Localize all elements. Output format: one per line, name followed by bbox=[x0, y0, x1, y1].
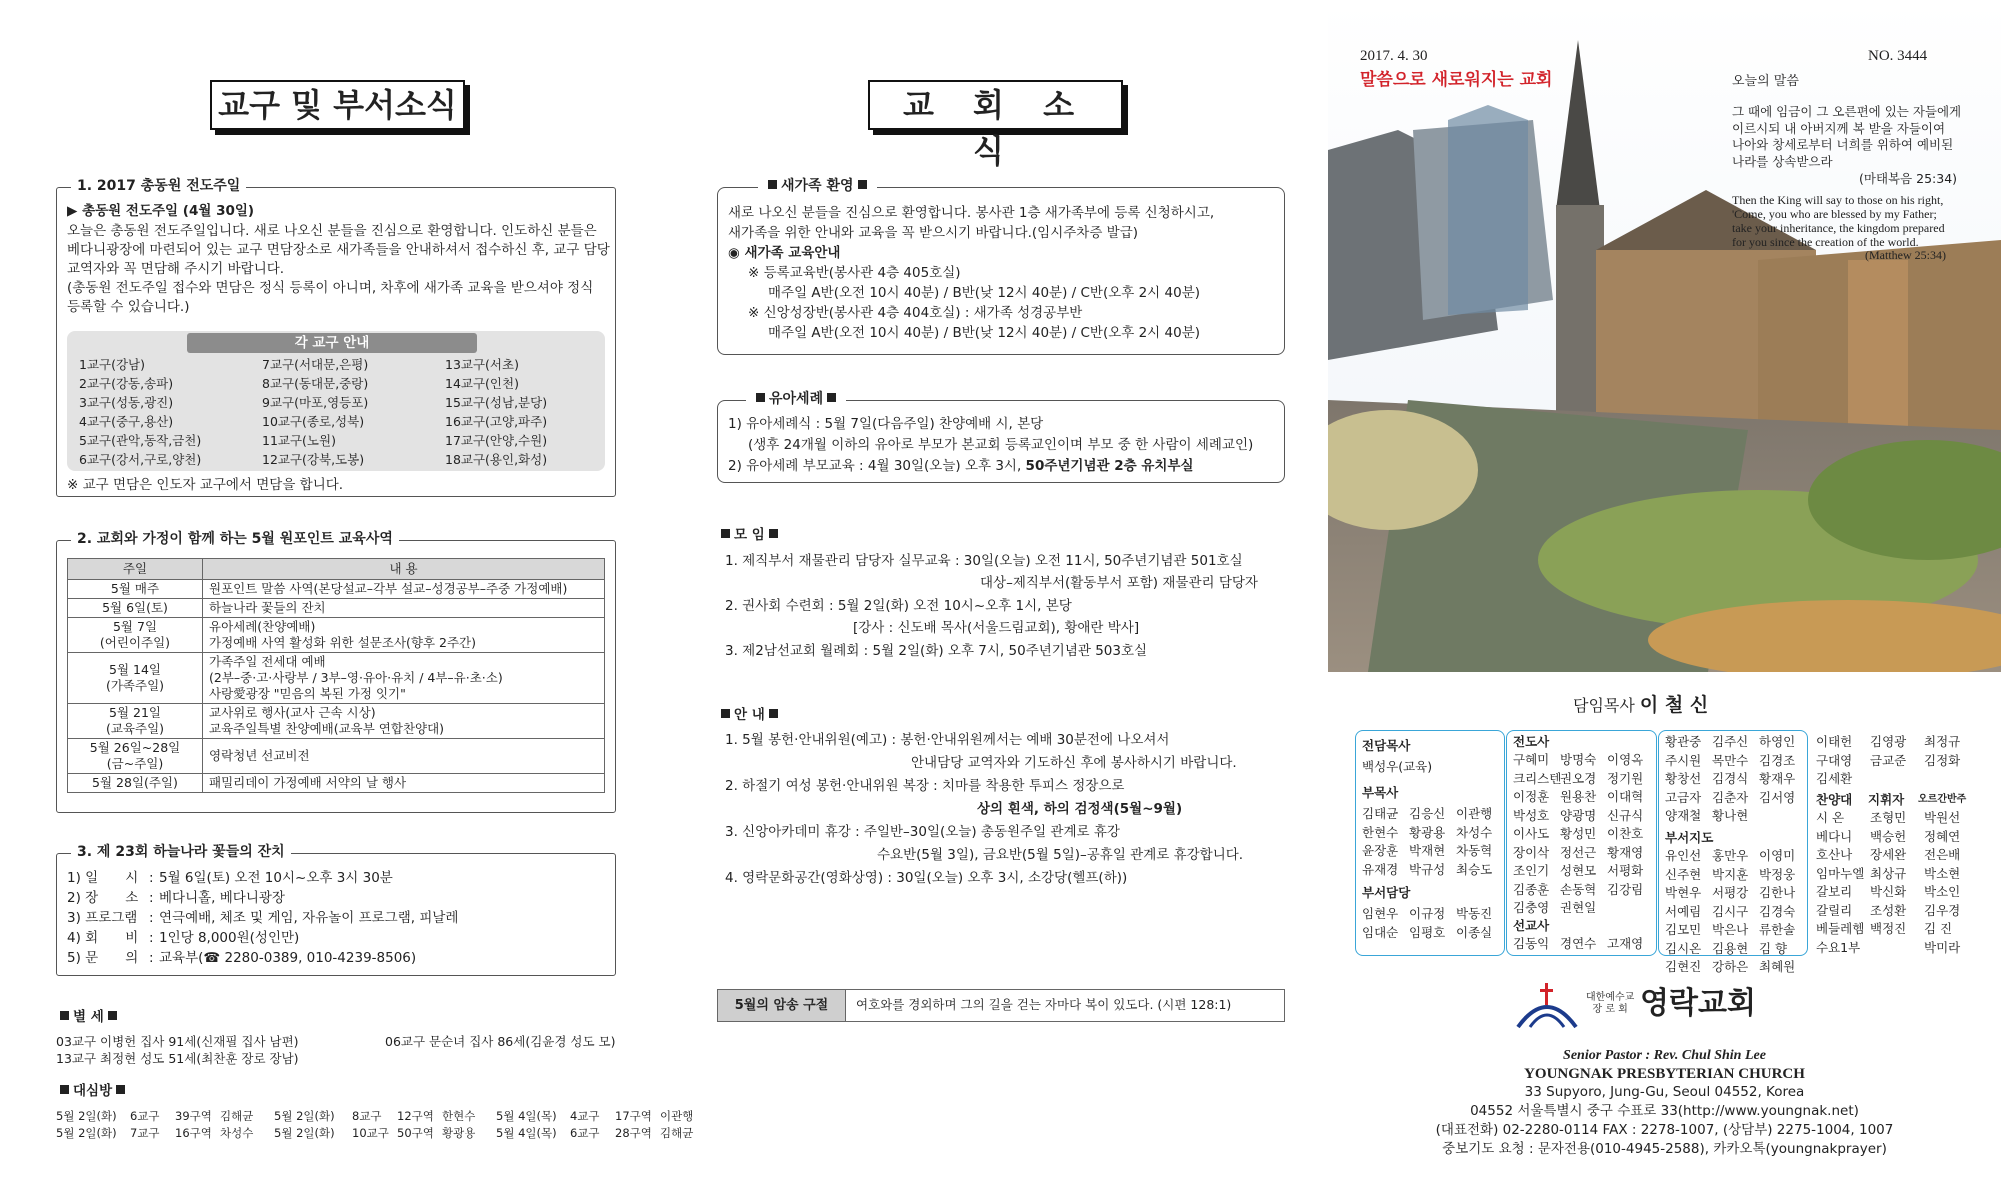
notice-heading-text: 안 내 bbox=[734, 707, 765, 723]
staff-heading: 전도사 bbox=[1513, 734, 1550, 749]
staff-name: 이규정 bbox=[1409, 906, 1446, 921]
staff-name: 김우경 bbox=[1924, 902, 1961, 918]
staff-heading: 찬양대 bbox=[1816, 792, 1853, 807]
visit-cell: 28구역 bbox=[615, 1126, 652, 1140]
staff-name: 김모민 bbox=[1665, 922, 1702, 937]
staff-name: 박미라 bbox=[1924, 939, 1961, 955]
meeting-line: 1. 제직부서 재물관리 담당자 실무교육 : 30일(오늘) 오전 11시, 50주년기념관 501호실 bbox=[725, 553, 1243, 569]
festival-label: 4) 회 비 bbox=[67, 930, 139, 946]
staff-name: 베들레헴 bbox=[1816, 921, 1865, 936]
infant-heading-text: 유아세례 bbox=[769, 391, 824, 407]
church-slogan: 말씀으로 새로워지는 교회 bbox=[1360, 70, 1553, 90]
section-festival-heading: 3. 제 23회 하늘나라 꽃들의 잔치 bbox=[71, 843, 291, 863]
visit-cell: 이관행 bbox=[660, 1109, 694, 1123]
visit-cell: 황광용 bbox=[442, 1126, 476, 1140]
staff-name: 차동혁 bbox=[1456, 843, 1493, 858]
staff-name: 하영인 bbox=[1759, 734, 1796, 749]
welcome-text-line: ◉ 새가족 교육안내 bbox=[728, 245, 841, 261]
visit-cell: 8교구 bbox=[352, 1109, 382, 1123]
pastor-label: 담임목사 bbox=[1573, 696, 1635, 715]
staff-heading: 부서담당 bbox=[1362, 885, 1411, 900]
schedule-content: 패밀리데이 가정예배 서약의 날 행사 bbox=[203, 773, 605, 792]
visit-cell: 50구역 bbox=[397, 1126, 434, 1140]
staff-name: 강하은 bbox=[1712, 959, 1749, 974]
staff-name: 이대혁 bbox=[1607, 789, 1644, 804]
festival-value: 베다니홀, 베다니광장 bbox=[159, 890, 285, 906]
parish-item: 8교구(동대문,중랑) bbox=[262, 376, 369, 391]
meeting-line: 2. 권사회 수련회 : 5월 2일(화) 오전 10시~오후 1시, 본당 bbox=[725, 598, 1072, 614]
staff-name: 유인선 bbox=[1665, 848, 1702, 863]
obituary-heading bbox=[56, 1008, 121, 1027]
address-english: 33 Supyoro, Jung-Gu, Seoul 04552, Korea bbox=[1524, 1084, 1805, 1100]
schedule-content: 영락청년 선교비전 bbox=[203, 738, 605, 773]
parish-item: 7교구(서대문,은평) bbox=[262, 357, 369, 372]
senior-pastor bbox=[1573, 692, 1708, 719]
staff-name: 손동혁 bbox=[1560, 881, 1597, 897]
welcome-text-line: ※ 신앙성장반(봉사관 4층 404호실) : 새가족 성경공부반 bbox=[748, 305, 1083, 321]
staff-name: 임평호 bbox=[1409, 924, 1446, 940]
issue-date: 2017. 4. 30 bbox=[1360, 48, 1428, 64]
staff-name: 김경조 bbox=[1759, 752, 1796, 768]
memory-verse-text: 여호와를 경외하며 그의 길을 걷는 자마다 복이 있도다. (시편 128:1) bbox=[856, 997, 1232, 1012]
staff-name: 최승도 bbox=[1456, 861, 1493, 877]
staff-name: 임현우 bbox=[1362, 906, 1399, 921]
meeting-heading bbox=[717, 526, 782, 545]
visit-cell: 차성수 bbox=[220, 1126, 254, 1140]
staff-name: 백정진 bbox=[1870, 921, 1907, 936]
staff-name: 이관행 bbox=[1456, 806, 1493, 821]
parish-item: 15교구(성남,분당) bbox=[445, 395, 548, 410]
staff-name: 류한솔 bbox=[1759, 922, 1796, 937]
staff-name: 김정화 bbox=[1924, 752, 1961, 768]
parish-item: 13교구(서초) bbox=[445, 357, 519, 372]
schedule-content: 가족주일 전세대 예배 (2부–중·고·사랑부 / 3부–영·유아·유치 / 4부–유·초·소) 사랑愛광장 "믿음의 복된 가정 잇기" bbox=[203, 652, 605, 703]
visit-cell: 39구역 bbox=[175, 1109, 212, 1123]
staff-heading: 부목사 bbox=[1362, 785, 1399, 800]
infant-text-b: 50주년기념관 2층 유치부실 bbox=[1025, 458, 1194, 474]
meeting-line: 대상–제직부서(활동부서 포함) 재물관리 담당자 bbox=[980, 575, 1258, 591]
word-en-line: for you since the creation of the world. bbox=[1732, 235, 1919, 249]
visit-cell: 5월 2일(화) bbox=[274, 1109, 335, 1123]
notice-line: 3. 신앙아카데미 휴강 : 주일반–30일(오늘) 총동원주일 관계로 휴강 bbox=[725, 824, 1120, 840]
visit-cell: 16구역 bbox=[175, 1126, 212, 1140]
table-row bbox=[68, 652, 605, 703]
parish-item: 9교구(마포,영등포) bbox=[262, 395, 369, 410]
staff-name: 금교준 bbox=[1870, 752, 1907, 768]
staff-name: 조인기 bbox=[1513, 863, 1550, 878]
left-title: 교구 및 부서소식 bbox=[210, 80, 465, 130]
visit-cell: 한현수 bbox=[442, 1109, 476, 1123]
staff-name: 홍만우 bbox=[1712, 848, 1749, 863]
staff-name: 김응신 bbox=[1409, 806, 1446, 821]
notice-line: 수요반(5월 3일), 금요반(5월 5일)–공휴일 관계로 휴강합니다. bbox=[877, 847, 1244, 863]
denomination-line: 대한예수교 bbox=[1586, 992, 1635, 1003]
parish-item: 11교구(노원) bbox=[262, 433, 336, 448]
notice-line: 안내담당 교역자와 기도하신 후에 봉사하시기 바랍니다. bbox=[911, 755, 1237, 771]
section-education-heading: 2. 교회와 가정이 함께 하는 5월 원포인트 교육사역 bbox=[71, 530, 399, 550]
staff-heading: 선교사 bbox=[1513, 918, 1550, 933]
section-welcome bbox=[717, 178, 1285, 355]
staff-name: 박원선 bbox=[1924, 810, 1961, 825]
staff-name: 이태헌 bbox=[1816, 734, 1853, 749]
notice-line: 상의 흰색, 하의 검정색(5월~9월) bbox=[977, 801, 1183, 817]
staff-name: 조성환 bbox=[1870, 902, 1907, 918]
staff-name: 박성호 bbox=[1513, 807, 1550, 823]
festival-value: 연극예배, 체조 및 게임, 자유놀이 프로그램, 피날레 bbox=[159, 910, 459, 926]
festival-colon: : bbox=[149, 930, 154, 946]
staff-name: 원용찬 bbox=[1560, 789, 1597, 804]
staff-name: 장이삭 bbox=[1513, 844, 1550, 860]
cover-page bbox=[1328, 0, 2001, 1192]
word-line: 나아와 창세로부터 너희를 위하여 예비된 bbox=[1732, 137, 1954, 152]
staff-name: 박신화 bbox=[1870, 884, 1907, 899]
visit-cell: 5월 2일(화) bbox=[274, 1126, 335, 1140]
staff-name: 박소인 bbox=[1924, 884, 1961, 899]
staff-name: 황광용 bbox=[1409, 824, 1446, 840]
staff-name: 김주신 bbox=[1712, 734, 1749, 749]
prayer-request: 중보기도 요청 : 문자전용(010-4945-2588), 카카오톡(youngnakprayer) bbox=[1442, 1141, 1887, 1157]
staff-name: 백승헌 bbox=[1870, 828, 1907, 844]
schedule-content: 유아세례(찬양예배) 가정예배 사역 활성화 위한 설문조사(향후 2주간) bbox=[203, 617, 605, 652]
section-infant-baptism bbox=[717, 391, 1285, 483]
schedule-date: 5월 21일 (교육주일) bbox=[68, 703, 203, 738]
staff-box-choir bbox=[1809, 730, 1973, 956]
staff-name: 김서영 bbox=[1759, 789, 1796, 805]
staff-name: 황나현 bbox=[1712, 808, 1749, 823]
schedule-date: 5월 14일 (가족주일) bbox=[68, 652, 203, 703]
festival-colon: : bbox=[149, 890, 154, 906]
staff-name: 박은나 bbox=[1712, 922, 1749, 937]
parish-item: 2교구(강동,송파) bbox=[79, 376, 174, 391]
staff-name: 김 향 bbox=[1759, 940, 1788, 956]
staff-name: 주시원 bbox=[1665, 752, 1702, 768]
section-education bbox=[56, 531, 616, 813]
staff-name: 크리스텐 bbox=[1513, 770, 1562, 786]
parish-item: 17교구(안양,수원) bbox=[445, 433, 548, 448]
staff-name: 최혜원 bbox=[1759, 959, 1796, 974]
parish-item: 6교구(강서,구로,양천) bbox=[79, 452, 202, 467]
staff-name: 이영미 bbox=[1759, 848, 1796, 863]
table-row bbox=[68, 703, 605, 738]
staff-name: 유재경 bbox=[1362, 861, 1399, 877]
staff-name: 구혜미 bbox=[1513, 752, 1550, 767]
todays-word-korean bbox=[1732, 104, 1994, 170]
schedule-date: 5월 6일(토) bbox=[68, 598, 203, 617]
parish-item: 1교구(강남) bbox=[79, 357, 146, 372]
staff-name: 차성수 bbox=[1456, 824, 1493, 840]
staff-name: 박동진 bbox=[1456, 906, 1493, 921]
staff-name: 황창선 bbox=[1665, 771, 1702, 786]
visit-cell: 5월 2일(화) bbox=[56, 1109, 117, 1123]
staff-name: 서예림 bbox=[1665, 903, 1702, 919]
visit-cell: 6교구 bbox=[130, 1109, 160, 1123]
staff-name: 신규식 bbox=[1607, 807, 1644, 823]
education-schedule-table bbox=[67, 558, 605, 793]
notice-line: 4. 영락문화공간(영화상영) : 30일(오늘) 오후 3시, 소강당(헬프(하)) bbox=[725, 870, 1128, 886]
staff-name: 권현일 bbox=[1560, 900, 1597, 915]
table-row bbox=[68, 773, 605, 792]
visit-cell: 4교구 bbox=[570, 1109, 600, 1123]
staff-name: 김한나 bbox=[1759, 885, 1796, 900]
evangelism-text-line: 교역자와 꼭 면담해 주시기 바랍니다. bbox=[67, 261, 285, 277]
word-en-line: 'Come, you who are blessed by my Father; bbox=[1732, 207, 1937, 221]
staff-name: 갈릴리 bbox=[1816, 902, 1853, 918]
memory-verse-label: 5월의 암송 구절 bbox=[718, 990, 846, 1021]
parish-item: 3교구(성동,광진) bbox=[79, 395, 174, 410]
infant-text-line: 1) 유아세례식 : 5월 7일(다음주일) 찬양예배 시, 본당 bbox=[728, 416, 1044, 432]
notice-line: 1. 5월 봉헌·안내위원(예고) : 봉헌·안내위원께서는 예배 30분전에 나오셔서 bbox=[725, 732, 1170, 748]
meeting-line: 3. 제2남선교회 월례회 : 5월 2일(화) 오후 7시, 50주년기념관 503호실 bbox=[725, 643, 1148, 659]
todays-word-heading: 오늘의 말씀 bbox=[1732, 74, 1799, 89]
infant-text-line bbox=[728, 457, 1194, 476]
staff-name: 정선근 bbox=[1560, 844, 1597, 860]
staff-name: 박지훈 bbox=[1712, 866, 1749, 882]
staff-name: 성현모 bbox=[1560, 863, 1597, 878]
festival-label: 1) 일 시 bbox=[67, 870, 139, 886]
visit-cell: 10교구 bbox=[352, 1126, 389, 1140]
staff-name: 이정훈 bbox=[1513, 789, 1550, 804]
staff-box-ministers bbox=[1658, 730, 1808, 974]
schedule-date: 5월 28일(주일) bbox=[68, 773, 203, 792]
staff-name: 박소현 bbox=[1924, 865, 1961, 881]
visit-cell: 5월 2일(화) bbox=[56, 1126, 117, 1140]
evangelism-text-line: 등록할 수 있습니다.) bbox=[67, 299, 190, 315]
visit-cell: 12구역 bbox=[397, 1109, 434, 1123]
staff-name: 이종실 bbox=[1456, 924, 1493, 940]
staff-name: 정혜연 bbox=[1924, 828, 1961, 844]
staff-name: 박정웅 bbox=[1759, 866, 1796, 882]
staff-name: 임대순 bbox=[1362, 924, 1399, 940]
welcome-heading-text: 새가족 환영 bbox=[781, 178, 854, 194]
visit-cell: 5월 4일(목) bbox=[496, 1109, 557, 1123]
schedule-date: 5월 26일~28일 (금~주일) bbox=[68, 738, 203, 773]
staff-name: 갈보리 bbox=[1816, 884, 1853, 899]
contact-phone: (대표전화) 02-2280-0114 FAX : 2278-1007, (상담부) 2275-1004, 1007 bbox=[1435, 1122, 1894, 1138]
staff-name: 신주현 bbox=[1665, 866, 1702, 882]
schedule-content: 하늘나라 꽃들의 잔치 bbox=[203, 598, 605, 617]
staff-heading: 지휘자 bbox=[1868, 792, 1905, 807]
visit-cell: 17구역 bbox=[615, 1109, 652, 1123]
evangelism-text-line: (총동원 전도주일 접수와 면담은 정식 등록이 아니며, 차후에 새가족 교육을 받으셔야 정식 bbox=[67, 280, 594, 296]
staff-name: 최상규 bbox=[1870, 865, 1907, 881]
staff-name: 김시구 bbox=[1712, 903, 1749, 919]
staff-box-evangelists bbox=[1506, 730, 1657, 956]
staff-name: 고재영 bbox=[1607, 936, 1644, 951]
festival-value: 교육부(☎ 2280-0389, 010-4239-8506) bbox=[159, 950, 417, 966]
church-name: 영락교회 bbox=[1640, 986, 1756, 1021]
staff-name: 서평강 bbox=[1712, 885, 1749, 900]
issue-number: NO. 3444 bbox=[1868, 48, 1928, 64]
parish-item: 18교구(용인,화성) bbox=[445, 452, 548, 467]
address-korean: 04552 서울특별시 중구 수표로 33(http://www.youngnak.net) bbox=[1470, 1103, 1859, 1119]
staff-heading: 부서지도 bbox=[1665, 830, 1714, 845]
staff-name: 시 온 bbox=[1816, 810, 1845, 825]
visit-cell: 5월 4일(목) bbox=[496, 1126, 557, 1140]
obituary-entry: 03교구 이병헌 집사 91세(신재필 집사 남편) bbox=[56, 1034, 299, 1049]
infant-text-line: (생후 24개월 이하의 유아로 부모가 본교회 등록교인이며 부모 중 한 사람이 세례교인) bbox=[748, 437, 1254, 453]
visit-cell: 김해균 bbox=[220, 1109, 254, 1123]
staff-name: 한현수 bbox=[1362, 824, 1399, 840]
memory-verse-box bbox=[717, 989, 1285, 1022]
staff-name: 구대영 bbox=[1816, 752, 1853, 768]
festival-label: 5) 문 의 bbox=[67, 950, 139, 966]
table-row bbox=[68, 579, 605, 598]
staff-name: 김태균 bbox=[1362, 806, 1399, 821]
festival-value: 5월 6일(토) 오전 10시~오후 3시 30분 bbox=[159, 870, 393, 886]
staff-name: 김경숙 bbox=[1759, 903, 1796, 919]
word-line: 이르시되 내 아버지께 복 받을 자들이여 bbox=[1732, 120, 1946, 136]
staff-name: 수요1부 bbox=[1816, 939, 1861, 955]
staff-name: 경연수 bbox=[1560, 936, 1597, 951]
welcome-text-line: 매주일 A반(오전 10시 40분) / B반(낮 12시 40분) / C반(오후 2시 40분) bbox=[768, 325, 1201, 341]
staff-name: 황재영 bbox=[1607, 844, 1644, 860]
parish-item: 14교구(인천) bbox=[445, 376, 519, 391]
staff-name: 박규성 bbox=[1409, 861, 1446, 877]
schedule-content: 교사위로 행사(교사 근속 시상) 교육주일특별 찬양예배(교육부 연합찬양대) bbox=[203, 703, 605, 738]
staff-name: 박현우 bbox=[1665, 885, 1702, 900]
staff-name: 목만수 bbox=[1712, 752, 1749, 768]
table-row bbox=[68, 617, 605, 652]
staff-name: 조형민 bbox=[1870, 810, 1907, 825]
staff-name: 김용현 bbox=[1712, 940, 1749, 956]
section-welcome-heading bbox=[758, 177, 877, 197]
staff-name: 양재철 bbox=[1665, 808, 1702, 823]
staff-heading: 전담목사 bbox=[1362, 738, 1411, 753]
table-header-content: 내 용 bbox=[203, 559, 605, 580]
staff-name: 박재현 bbox=[1409, 843, 1446, 858]
table-row bbox=[68, 738, 605, 773]
todays-word-english bbox=[1732, 193, 1945, 249]
staff-name: 황재우 bbox=[1759, 771, 1796, 786]
staff-name: 김세환 bbox=[1816, 771, 1853, 786]
staff-name: 황성민 bbox=[1560, 826, 1597, 841]
parish-item: 5교구(관악,동작,금천) bbox=[79, 433, 202, 448]
staff-name: 김종훈 bbox=[1513, 881, 1550, 897]
infant-text-a: 2) 유아세례 부모교육 : 4월 30일(오늘) 오후 3시, bbox=[728, 458, 1022, 474]
section-evangelism-heading: 1. 2017 총동원 전도주일 bbox=[71, 177, 246, 197]
middle-title: 교 회 소 식 bbox=[868, 80, 1123, 130]
word-line: 나라를 상속받으라 bbox=[1732, 153, 1833, 169]
welcome-text-line: 새로 나오신 분들을 진심으로 환영합니다. 봉사관 1층 새가족부에 등록 신청하시고, bbox=[728, 205, 1215, 221]
visit-cell: 6교구 bbox=[570, 1126, 600, 1140]
staff-name: 장세완 bbox=[1870, 847, 1907, 862]
staff-name: 전은배 bbox=[1924, 847, 1961, 862]
visit-heading bbox=[56, 1082, 129, 1101]
word-en-line: Then the King will say to those on his right, bbox=[1732, 193, 1944, 207]
staff-name: 황관중 bbox=[1665, 734, 1702, 749]
section-infant-heading bbox=[746, 390, 846, 410]
visit-cell: 7교구 bbox=[130, 1126, 160, 1140]
welcome-text-line: 새가족을 위한 안내와 교육을 꼭 받으시기 바랍니다.(임시주차증 발급) bbox=[728, 225, 1139, 241]
church-photo bbox=[1328, 0, 2001, 672]
notice-heading bbox=[717, 706, 782, 725]
welcome-text-line: 매주일 A반(오전 10시 40분) / B반(낮 12시 40분) / C반(오후 2시 40분) bbox=[768, 285, 1201, 301]
denomination-line: 장 로 회 bbox=[1592, 1004, 1628, 1015]
staff-name: 호산나 bbox=[1816, 847, 1853, 862]
staff-name: 김동익 bbox=[1513, 936, 1550, 951]
church-english-name: YOUNGNAK PRESBYTERIAN CHURCH bbox=[1524, 1066, 1805, 1082]
staff-heading: 오르간반주 bbox=[1918, 794, 1967, 805]
obituary-heading-text: 별 세 bbox=[73, 1009, 104, 1025]
table-row bbox=[68, 598, 605, 617]
welcome-text-line: ※ 등록교육반(봉사관 4층 405호실) bbox=[748, 265, 961, 281]
festival-value: 1인당 8,000원(성인만) bbox=[159, 930, 300, 946]
schedule-content: 원포인트 말씀 사역(본당설교–각부 설교–성경공부–주중 가정예배) bbox=[203, 579, 605, 598]
staff-name: 임마누엘 bbox=[1816, 865, 1865, 881]
staff-name: 김춘자 bbox=[1712, 789, 1749, 805]
staff-name: 최정규 bbox=[1924, 734, 1961, 749]
meeting-heading-text: 모 임 bbox=[734, 527, 765, 543]
staff-name: 고금자 bbox=[1665, 789, 1702, 805]
church-logo-icon bbox=[1516, 983, 1578, 1031]
festival-colon: : bbox=[149, 910, 154, 926]
table-header-date: 주일 bbox=[68, 559, 203, 580]
staff-name: 김강림 bbox=[1607, 881, 1644, 897]
word-line: 그 때에 임금이 그 오른편에 있는 자들에게 bbox=[1732, 104, 1962, 119]
staff-box-pastors bbox=[1355, 730, 1505, 956]
parish-item: 4교구(중구,용산) bbox=[79, 414, 174, 429]
todays-word-reference: (마태복음 25:34) bbox=[1859, 171, 1958, 186]
parish-item: 10교구(종로,성북) bbox=[262, 414, 365, 429]
pastor-english: Senior Pastor : Rev. Chul Shin Lee bbox=[1563, 1048, 1766, 1063]
notice-line: 2. 하절기 여성 봉헌·안내위원 복장 : 치마를 착용한 투피스 정장으로 bbox=[725, 778, 1125, 794]
staff-name: 김경식 bbox=[1712, 771, 1749, 786]
visit-cell: 김해균 bbox=[660, 1126, 694, 1140]
staff-name: 김시온 bbox=[1665, 940, 1702, 956]
staff-name: 이영옥 bbox=[1607, 752, 1644, 767]
evangelism-text-line: 오늘은 총동원 전도주일입니다. 새로 나오신 분들을 진심으로 환영합니다. 인도하신 분들은 bbox=[67, 223, 597, 239]
staff-name: 양광명 bbox=[1560, 807, 1597, 823]
pastor-name: 이 철 신 bbox=[1639, 694, 1709, 716]
todays-word-en-reference: (Matthew 25:34) bbox=[1865, 248, 1946, 262]
evangelism-text-line: 베다니광장에 마련되어 있는 교구 면담장소로 새가족들을 안내하셔서 접수하신 후, 교구 담당 bbox=[67, 242, 610, 258]
staff-name: 서평화 bbox=[1607, 863, 1644, 878]
section-festival bbox=[56, 844, 616, 976]
staff-name: 김영광 bbox=[1870, 734, 1907, 749]
festival-colon: : bbox=[149, 950, 154, 966]
parish-guide-heading: 각 교구 안내 bbox=[187, 333, 477, 353]
obituary-entry: 06교구 문순녀 집사 86세(김윤경 성도 모) bbox=[385, 1034, 616, 1049]
staff-name: 김 진 bbox=[1924, 921, 1953, 936]
schedule-date: 5월 7일 (어린이주일) bbox=[68, 617, 203, 652]
staff-name: 백성우(교육) bbox=[1362, 759, 1433, 774]
staff-name: 윤장훈 bbox=[1362, 843, 1399, 858]
festival-colon: : bbox=[149, 870, 154, 886]
visit-heading-text: 대심방 bbox=[73, 1083, 113, 1099]
staff-name: 정기원 bbox=[1607, 770, 1644, 786]
staff-name: 방명숙 bbox=[1560, 752, 1597, 767]
staff-name: 김충영 bbox=[1513, 900, 1550, 915]
evangelism-subheading: ▶ 총동원 전도주일 (4월 30일) bbox=[67, 203, 255, 219]
meeting-line: [강사 : 신도배 목사(서울드림교회), 황애란 박사] bbox=[853, 620, 1140, 636]
festival-label: 3) 프로그램 bbox=[67, 910, 138, 926]
word-en-line: take your inheritance, the kingdom prepared bbox=[1732, 221, 1945, 235]
staff-name: 이찬호 bbox=[1607, 826, 1644, 841]
parish-note: ※ 교구 면담은 인도자 교구에서 면담을 합니다. bbox=[67, 477, 344, 493]
staff-name: 김현진 bbox=[1665, 959, 1702, 974]
denomination-label bbox=[1586, 992, 1634, 1016]
obituary-entry: 13교구 최정현 성도 51세(최찬훈 장로 장남) bbox=[56, 1051, 299, 1066]
parish-item: 12교구(강북,도봉) bbox=[262, 452, 365, 467]
section-evangelism bbox=[56, 178, 616, 497]
staff-name: 베다니 bbox=[1816, 828, 1853, 844]
parish-item: 16교구(고양,파주) bbox=[445, 414, 548, 429]
staff-name: 권오경 bbox=[1560, 770, 1597, 786]
schedule-date: 5월 매주 bbox=[68, 579, 203, 598]
staff-name: 이사도 bbox=[1513, 826, 1550, 841]
festival-label: 2) 장 소 bbox=[67, 890, 139, 906]
